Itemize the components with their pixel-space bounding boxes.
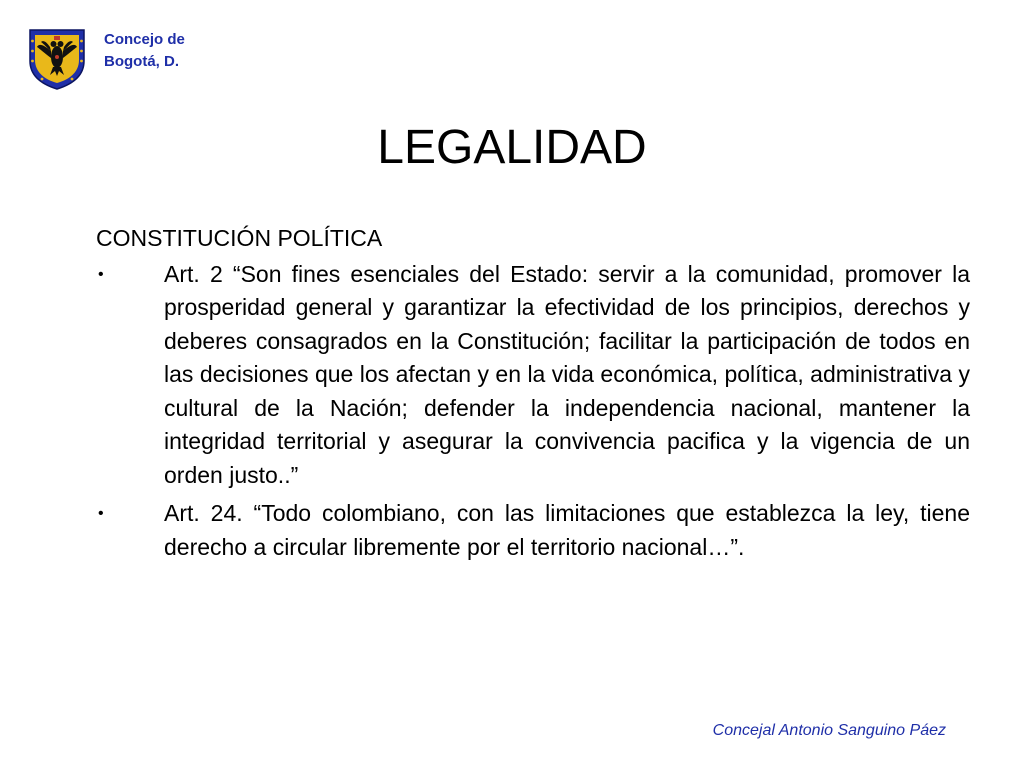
slide-title: LEGALIDAD <box>377 121 647 174</box>
bullet-item-article-2 <box>96 258 970 493</box>
bullet-text: Art. 2 “Son fines esenciales del Estado: servir a la comunidad, promover la prosperidad general y garantizar la efectividad de los principios, derechos y deberes consagrados en la Constitución; facilitar la participación de todos en las decisiones que los afectan y en la vida económica, política, administrativa y cultural de la Nación; defender la independencia nacional, mantener la integridad territorial y asegurar la convivencia pacifica y la vigencia de un orden justo..” <box>164 260 970 488</box>
bullet-icon: • <box>98 505 104 522</box>
slide-body <box>96 222 970 569</box>
footer-author: Concejal Antonio Sanguino Páez <box>712 722 946 739</box>
organization-name <box>104 29 185 73</box>
bullet-icon: • <box>98 265 104 283</box>
organization-name-line2: Bogotá, D. <box>104 53 179 70</box>
bullet-text: Art. 24. “Todo colombiano, con las limitaciones que establezca la ley, tiene derecho a circular libremente por el territorio nacional…”. <box>164 500 970 560</box>
organization-name-line1: Concejo de <box>104 31 185 48</box>
bogota-coat-of-arms-icon <box>26 27 88 91</box>
bullet-item-article-24 <box>96 497 970 564</box>
section-subheading: CONSTITUCIÓN POLÍTICA <box>96 225 383 251</box>
